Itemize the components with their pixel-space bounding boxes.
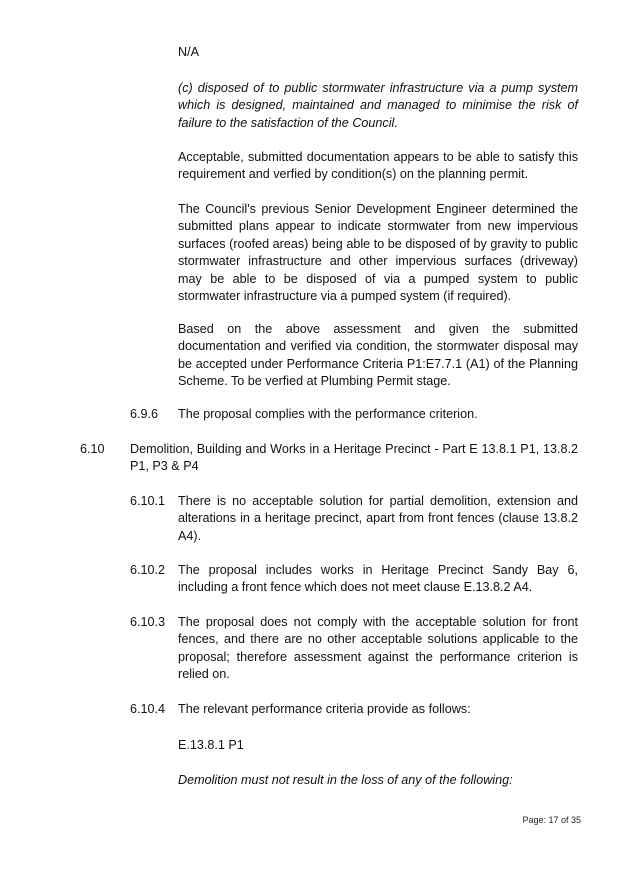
section-number: 6.10.4: [130, 702, 166, 716]
section-heading: Demolition, Building and Works in a Heritage Precinct - Part E 13.8.1 P1, 13.8.2 P1, P3 & P4: [130, 442, 578, 474]
para-engineer: The Council's previous Senior Development Engineer determined the submitted plans appear to indicate stormwater from new impervious surfaces (roofed areas) being able to be disposed of by gravity to public stormwater infrastructure and other impervious surfaces (driveway) may be able to be disposed of via a pumped system to public stormwater infrastructure via a pumped system (if required).: [178, 202, 578, 304]
page-number: Page: 17 of 35: [522, 815, 581, 825]
section-number: 6.10.3: [130, 615, 166, 629]
section-text: The relevant performance criteria provide as follows:: [178, 702, 471, 716]
section-number: 6.9.6: [130, 407, 159, 421]
criterion-label: E.13.8.1 P1: [178, 738, 244, 752]
section-number: 6.10.2: [130, 563, 166, 577]
para-assessment: Based on the above assessment and given the submitted documentation and verified via condition, the stormwater disposal may be accepted under Performance Criteria P1:E7.7.1 (A1) of the Planning Scheme. To be verfied at Plumbing Permit stage.: [178, 322, 578, 389]
para-acceptable: Acceptable, submitted documentation appears to be able to satisfy this requirement and verfied by condition(s) on the planning permit.: [178, 150, 578, 182]
para-na: N/A: [178, 45, 199, 59]
criterion-text: Demolition must not result in the loss of any of the following:: [178, 773, 513, 787]
section-text: The proposal does not comply with the acceptable solution for front fences, and there are no other acceptable solutions applicable to the proposal; therefore assessment against the performance criterion is relied on.: [178, 615, 578, 682]
section-text: There is no acceptable solution for partial demolition, extension and alterations in a heritage precinct, apart from front fences (clause 13.8.2 A4).: [178, 494, 578, 543]
section-number: 6.10.1: [130, 494, 166, 508]
section-text: The proposal complies with the performance criterion.: [178, 407, 478, 421]
para-clause-c: (c) disposed of to public stormwater infrastructure via a pump system which is designed, maintained and managed to minimise the risk of failure to the satisfaction of the Council.: [178, 81, 578, 130]
section-text: The proposal includes works in Heritage Precinct Sandy Bay 6, including a front fence which does not meet clause E.13.8.2 A4.: [178, 563, 578, 595]
section-number: 6.10: [80, 442, 105, 456]
